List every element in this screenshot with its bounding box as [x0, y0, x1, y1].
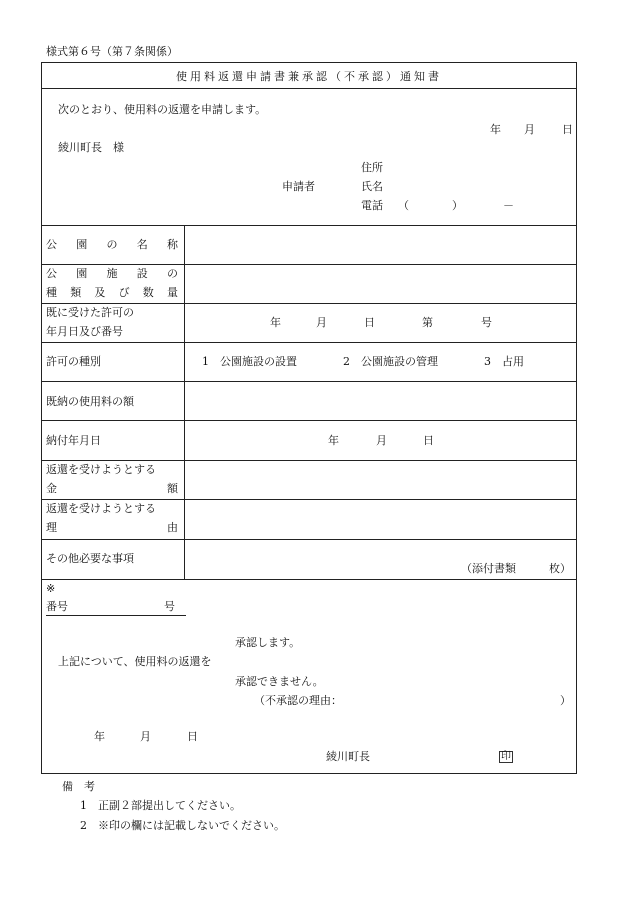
table-line — [41, 225, 577, 226]
prior-go: 号 — [481, 316, 492, 329]
table-line — [41, 460, 577, 461]
app-date-month: 月 — [524, 123, 535, 136]
table-line — [41, 420, 577, 421]
approval-number-underline — [46, 615, 186, 616]
label-char: 及 — [94, 286, 106, 299]
prior-month: 月 — [316, 316, 327, 329]
permit-option-3: 3 占用 — [484, 355, 524, 368]
payment-month: 月 — [376, 434, 387, 447]
payment-year: 年 — [328, 434, 339, 447]
addressee: 綾川町長 様 — [58, 141, 124, 154]
label-refund-amount-line1: 返還を受けようとする — [46, 463, 156, 476]
notes-heading: 備 考 — [62, 780, 95, 793]
label-char: 名 — [136, 238, 148, 251]
deny-text: 承認できません。 — [235, 675, 324, 688]
applicant-label: 申請者 — [282, 180, 315, 193]
table-column-divider — [184, 225, 185, 579]
official-use-mark: ※ — [46, 582, 56, 595]
deny-reason-close: ） — [560, 694, 571, 707]
label-char: 施 — [106, 267, 118, 280]
deny-reason-label: （不承認の理由： — [254, 694, 342, 707]
label-other: その他必要な事項 — [46, 552, 134, 565]
label-paid-fee: 既納の使用料の額 — [46, 395, 134, 408]
label-char: 量 — [166, 286, 178, 299]
table-line — [41, 264, 577, 265]
label-refund-reason-line1: 返還を受けようとする — [46, 502, 156, 515]
label-prior-line1: 既に受けた許可の — [46, 306, 134, 319]
form-title: 使用料返還申請書兼承認（不承認）通知書 — [176, 70, 442, 83]
table-line — [41, 303, 577, 304]
phone-label: 電話 — [361, 199, 383, 212]
address-label: 住所 — [361, 161, 383, 174]
label-char: の — [167, 267, 178, 280]
label-facility-line2 — [46, 287, 178, 298]
label-prior-line2: 年月日及び番号 — [46, 325, 123, 338]
name-label: 氏名 — [361, 180, 383, 193]
label-char: 種 — [46, 286, 57, 299]
approval-number-label: 番号 — [46, 600, 68, 613]
approval-number-suffix: 号 — [164, 600, 175, 613]
form-number: 様式第６号（第７条関係） — [46, 45, 178, 58]
label-payment-date: 納付年月日 — [46, 434, 101, 447]
table-line — [41, 499, 577, 500]
permit-option-2: 2 公園施設の管理 — [343, 355, 438, 368]
phone-dash: － — [503, 199, 514, 212]
intro-text: 次のとおり、使用料の返還を申請します。 — [58, 103, 267, 116]
label-refund-amount-char1: 金 — [46, 482, 57, 495]
label-refund-reason-char1: 理 — [46, 521, 57, 534]
title-divider — [41, 88, 577, 89]
label-char: 類 — [70, 286, 82, 299]
label-char: 園 — [76, 267, 88, 280]
payment-day: 日 — [423, 434, 434, 447]
permit-option-1: 1 公園施設の設置 — [202, 355, 297, 368]
approval-month: 月 — [140, 730, 151, 743]
label-char: 数 — [142, 286, 154, 299]
label-char: 設 — [136, 267, 148, 280]
approval-lead-text: 上記について、使用料の返還を — [58, 655, 212, 668]
app-date-day: 日 — [562, 123, 573, 136]
label-char: 公 — [46, 238, 57, 251]
label-park-name — [46, 239, 178, 250]
table-line — [41, 539, 577, 540]
note-item: 2 ※印の欄には記載しないでください。 — [80, 819, 285, 832]
label-permit-type: 許可の種別 — [46, 355, 101, 368]
prior-year: 年 — [270, 316, 281, 329]
label-char: び — [118, 286, 130, 299]
approval-day: 日 — [187, 730, 198, 743]
note-item: 1 正副２部提出してください。 — [80, 799, 241, 812]
approval-year: 年 — [94, 730, 105, 743]
label-refund-amount-char2: 額 — [167, 482, 178, 495]
label-char: 公 — [46, 267, 57, 280]
prior-day: 日 — [364, 316, 375, 329]
label-refund-reason-char2: 由 — [167, 521, 178, 534]
label-facility-line1 — [46, 268, 178, 279]
seal-icon: 印 — [501, 751, 511, 762]
phone-open-paren: （ — [398, 199, 409, 212]
attachments-count: （添付書類 枚） — [461, 562, 571, 575]
table-line — [41, 579, 577, 580]
app-date-year: 年 — [490, 123, 501, 136]
table-line — [41, 342, 577, 343]
signer: 綾川町長 — [326, 750, 370, 763]
label-char: 称 — [167, 238, 178, 251]
label-char: の — [106, 238, 118, 251]
table-line — [41, 381, 577, 382]
phone-close-paren: ） — [452, 199, 463, 212]
label-char: 園 — [76, 238, 88, 251]
approve-text: 承認します。 — [235, 636, 301, 649]
prior-dai: 第 — [422, 316, 433, 329]
